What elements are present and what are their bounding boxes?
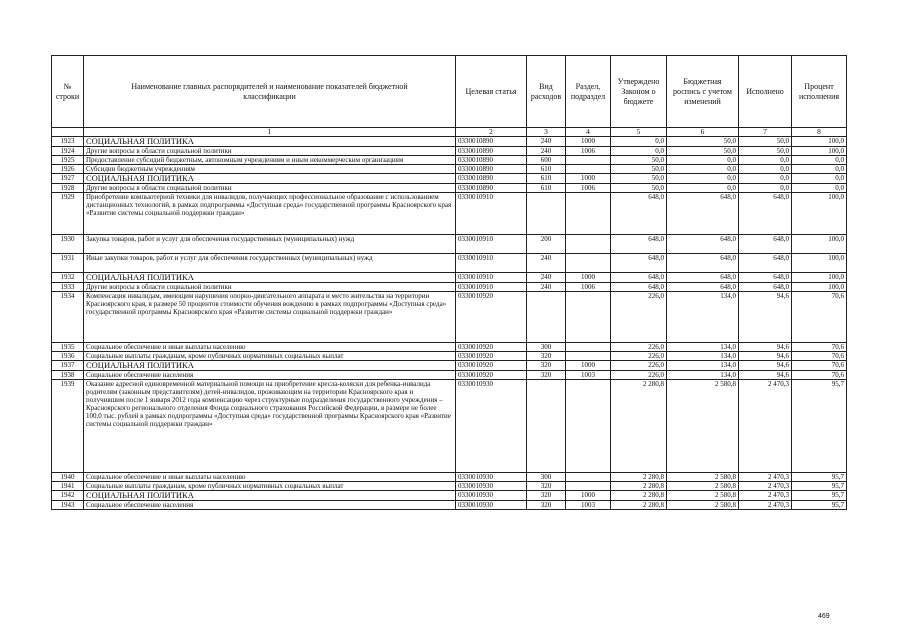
table-row [52, 137, 847, 147]
cell-executed: 50,0 [739, 137, 792, 147]
cell-percent: 0,0 [792, 184, 847, 193]
cell-approved: 50,0 [611, 165, 667, 174]
cell-name: Приобретение компьютерной техники для инвалидов, получающих профессиональное образование с использованием дистанционных технологий, в рамках подпрограммы «Доступная среда» государственной программы Красноярского края «Развитие системы социальной поддержки граждан» [84, 193, 456, 235]
cell-budget-list: 648,0 [667, 273, 739, 283]
cell-budget-list: 2 580,8 [667, 473, 739, 482]
cell-expense-kind: 320 [527, 352, 566, 361]
table-row [52, 361, 847, 371]
cell-section [566, 352, 611, 361]
cell-expense-kind: 610 [527, 184, 566, 193]
cell-budget-list: 0,0 [667, 165, 739, 174]
cell-row-number: 1932 [52, 273, 84, 283]
cell-approved: 2 280,8 [611, 491, 667, 501]
cell-percent: 100,0 [792, 235, 847, 254]
cell-approved: 226,0 [611, 371, 667, 380]
cell-expense-kind: 610 [527, 165, 566, 174]
cell-target-article: 0330010910 [456, 193, 527, 235]
cell-expense-kind: 320 [527, 491, 566, 501]
cell-approved: 50,0 [611, 174, 667, 184]
cell-row-number: 1937 [52, 361, 84, 371]
cell-percent: 95,7 [792, 380, 847, 473]
cell-row-number: 1928 [52, 184, 84, 193]
cell-target-article: 0330010890 [456, 156, 527, 165]
cell-name: Закупка товаров, работ и услуг для обеспечения государственных (муниципальных) нужд [84, 235, 456, 254]
cell-percent: 95,7 [792, 482, 847, 491]
cell-budget-list: 50,0 [667, 137, 739, 147]
cell-percent: 0,0 [792, 174, 847, 184]
cell-budget-list: 134,0 [667, 292, 739, 343]
cell-name: Социальное обеспечение и иные выплаты населению [84, 473, 456, 482]
table-row [52, 184, 847, 193]
cell-expense-kind: 300 [527, 473, 566, 482]
cell-budget-list: 134,0 [667, 361, 739, 371]
cell-executed: 0,0 [739, 156, 792, 165]
cell-row-number: 1941 [52, 482, 84, 491]
cell-percent: 100,0 [792, 273, 847, 283]
cell-row-number: 1933 [52, 283, 84, 292]
cell-row-number: 1938 [52, 371, 84, 380]
cell-row-number: 1925 [52, 156, 84, 165]
cell-row-number: 1936 [52, 352, 84, 361]
cell-approved: 2 280,8 [611, 501, 667, 510]
column-number-cell [52, 128, 84, 137]
budget-table-body [52, 137, 847, 510]
cell-target-article: 0330010910 [456, 283, 527, 292]
cell-budget-list: 0,0 [667, 174, 739, 184]
cell-section: 1006 [566, 184, 611, 193]
header-row [52, 56, 847, 128]
cell-name: Иные закупки товаров, работ и услуг для обеспечения государственных (муниципальных) нужд [84, 254, 456, 273]
cell-percent: 100,0 [792, 193, 847, 235]
cell-executed: 2 470,3 [739, 380, 792, 473]
cell-expense-kind: 300 [527, 343, 566, 352]
cell-approved: 2 280,8 [611, 473, 667, 482]
cell-percent: 100,0 [792, 147, 847, 156]
cell-budget-list: 50,0 [667, 147, 739, 156]
cell-percent: 70,6 [792, 292, 847, 343]
cell-executed: 2 470,3 [739, 473, 792, 482]
cell-name: Социальное обеспечение и иные выплаты населению [84, 343, 456, 352]
header-target: Целевая статья [456, 56, 527, 128]
table-row [52, 273, 847, 283]
cell-budget-list: 2 580,8 [667, 491, 739, 501]
cell-section: 1000 [566, 491, 611, 501]
cell-expense-kind: 240 [527, 137, 566, 147]
cell-percent: 95,7 [792, 491, 847, 501]
table-row [52, 371, 847, 380]
cell-budget-list: 0,0 [667, 184, 739, 193]
cell-section [566, 156, 611, 165]
cell-target-article: 0330010930 [456, 482, 527, 491]
table-row [52, 292, 847, 343]
cell-row-number: 1926 [52, 165, 84, 174]
cell-budget-list: 134,0 [667, 371, 739, 380]
column-number-cell: 3 [527, 128, 566, 137]
cell-expense-kind: 320 [527, 501, 566, 510]
cell-executed: 648,0 [739, 193, 792, 235]
table-row [52, 254, 847, 273]
cell-budget-list: 134,0 [667, 352, 739, 361]
cell-approved: 648,0 [611, 193, 667, 235]
cell-target-article: 0330010890 [456, 184, 527, 193]
cell-section: 1000 [566, 361, 611, 371]
column-number-cell: 2 [456, 128, 527, 137]
cell-percent: 0,0 [792, 165, 847, 174]
cell-executed: 94,6 [739, 292, 792, 343]
column-number-cell: 7 [739, 128, 792, 137]
cell-row-number: 1924 [52, 147, 84, 156]
cell-section: 1000 [566, 174, 611, 184]
cell-section: 1003 [566, 501, 611, 510]
cell-executed: 94,6 [739, 352, 792, 361]
cell-approved: 226,0 [611, 361, 667, 371]
cell-section [566, 380, 611, 473]
table-row [52, 174, 847, 184]
cell-target-article: 0330010910 [456, 273, 527, 283]
cell-row-number: 1942 [52, 491, 84, 501]
cell-target-article: 0330010930 [456, 473, 527, 482]
cell-section: 1000 [566, 137, 611, 147]
cell-percent: 70,6 [792, 352, 847, 361]
cell-expense-kind: 240 [527, 254, 566, 273]
cell-percent: 70,6 [792, 343, 847, 352]
page-number: 469 [818, 613, 830, 620]
table-row [52, 235, 847, 254]
cell-executed: 94,6 [739, 361, 792, 371]
cell-approved: 226,0 [611, 352, 667, 361]
cell-row-number: 1939 [52, 380, 84, 473]
cell-row-number: 1930 [52, 235, 84, 254]
cell-section [566, 473, 611, 482]
cell-name: СОЦИАЛЬНАЯ ПОЛИТИКА [84, 137, 456, 147]
cell-approved: 2 280,8 [611, 482, 667, 491]
table-row [52, 501, 847, 510]
cell-percent: 95,7 [792, 473, 847, 482]
cell-row-number: 1943 [52, 501, 84, 510]
cell-target-article: 0330010920 [456, 292, 527, 343]
table-row [52, 156, 847, 165]
cell-executed: 94,6 [739, 343, 792, 352]
header-executed: Исполнено [739, 56, 792, 128]
cell-row-number: 1923 [52, 137, 84, 147]
cell-approved: 0,0 [611, 137, 667, 147]
cell-expense-kind [527, 380, 566, 473]
cell-approved: 2 280,8 [611, 380, 667, 473]
cell-executed: 648,0 [739, 273, 792, 283]
cell-name: СОЦИАЛЬНАЯ ПОЛИТИКА [84, 273, 456, 283]
cell-section [566, 292, 611, 343]
cell-row-number: 1935 [52, 343, 84, 352]
cell-section [566, 235, 611, 254]
cell-name: Компенсация инвалидам, имеющим нарушения опорно-двигательного аппарата и место жительства на территории Красноярского края, в размере 50 процентов стоимости обучения вождению в рамках подпрограммы «Доступная среда» государственной программы Красноярского края «Развитие системы социальной поддержки граждан» [84, 292, 456, 343]
table-row [52, 343, 847, 352]
cell-name: СОЦИАЛЬНАЯ ПОЛИТИКА [84, 491, 456, 501]
cell-percent: 100,0 [792, 254, 847, 273]
cell-expense-kind: 320 [527, 482, 566, 491]
table-row [52, 147, 847, 156]
cell-approved: 648,0 [611, 273, 667, 283]
cell-row-number: 1927 [52, 174, 84, 184]
cell-row-number: 1934 [52, 292, 84, 343]
cell-approved: 648,0 [611, 254, 667, 273]
cell-approved: 226,0 [611, 343, 667, 352]
cell-section: 1000 [566, 273, 611, 283]
cell-expense-kind: 600 [527, 156, 566, 165]
cell-percent: 95,7 [792, 501, 847, 510]
cell-approved: 648,0 [611, 235, 667, 254]
table-row [52, 491, 847, 501]
cell-section [566, 482, 611, 491]
cell-executed: 2 470,3 [739, 491, 792, 501]
cell-percent: 100,0 [792, 137, 847, 147]
header-row-no: № строки [52, 56, 84, 128]
table-row [52, 283, 847, 292]
cell-expense-kind [527, 292, 566, 343]
cell-budget-list: 648,0 [667, 235, 739, 254]
cell-executed: 0,0 [739, 184, 792, 193]
cell-executed: 648,0 [739, 283, 792, 292]
cell-target-article: 0330010890 [456, 147, 527, 156]
column-number-cell: 6 [667, 128, 739, 137]
cell-budget-list: 134,0 [667, 343, 739, 352]
column-number-cell: 8 [792, 128, 847, 137]
cell-name: Социальное обеспечение населения [84, 501, 456, 510]
cell-section [566, 254, 611, 273]
cell-target-article: 0330010890 [456, 174, 527, 184]
cell-budget-list: 648,0 [667, 283, 739, 292]
cell-percent: 70,6 [792, 371, 847, 380]
cell-name: Оказание адресной единовременной материальной помощи на приобретение кресла-коляски для ребенка-инвалида родителям (законным представителям) детей-инвалидов, проживающим на территории Красноярского края и получившим после 1 января 2012 года компенсацию через структурные подразделения государственного учреждения – Красноярского регионального отделения Фонда социального страхования Российской Федерации, в размере не более 100,0 тыс. рублей в рамках подпрограммы «Доступная среда» государственной программы Красноярского края «Развитие системы социальной поддержки граждан» [84, 380, 456, 473]
cell-executed: 94,6 [739, 371, 792, 380]
header-percent: Процент исполнения [792, 56, 847, 128]
cell-section [566, 165, 611, 174]
cell-approved: 50,0 [611, 156, 667, 165]
cell-row-number: 1929 [52, 193, 84, 235]
cell-name: Социальные выплаты гражданам, кроме публичных нормативных социальных выплат [84, 482, 456, 491]
budget-report-sheet [51, 55, 847, 510]
table-row [52, 473, 847, 482]
cell-target-article: 0330010920 [456, 361, 527, 371]
cell-name: Социальные выплаты гражданам, кроме публичных нормативных социальных выплат [84, 352, 456, 361]
cell-name: Другие вопросы в области социальной политики [84, 283, 456, 292]
cell-executed: 648,0 [739, 254, 792, 273]
cell-percent: 70,6 [792, 361, 847, 371]
cell-budget-list: 0,0 [667, 156, 739, 165]
cell-approved: 0,0 [611, 147, 667, 156]
cell-approved: 50,0 [611, 184, 667, 193]
cell-target-article: 0330010890 [456, 165, 527, 174]
cell-section: 1003 [566, 371, 611, 380]
cell-budget-list: 2 580,8 [667, 501, 739, 510]
cell-section [566, 343, 611, 352]
cell-target-article: 0330010920 [456, 343, 527, 352]
cell-budget-list: 2 580,8 [667, 482, 739, 491]
cell-section [566, 193, 611, 235]
cell-section: 1006 [566, 283, 611, 292]
column-number-cell: 4 [566, 128, 611, 137]
header-section: Раздел, подраздел [566, 56, 611, 128]
cell-percent: 100,0 [792, 283, 847, 292]
cell-expense-kind: 320 [527, 361, 566, 371]
cell-expense-kind: 320 [527, 371, 566, 380]
cell-expense-kind: 610 [527, 174, 566, 184]
table-row [52, 193, 847, 235]
cell-target-article: 0330010910 [456, 235, 527, 254]
cell-approved: 648,0 [611, 283, 667, 292]
cell-section: 1006 [566, 147, 611, 156]
cell-target-article: 0330010930 [456, 501, 527, 510]
cell-target-article: 0330010920 [456, 371, 527, 380]
cell-executed: 50,0 [739, 147, 792, 156]
header-approved: Утверждено Законом о бюджете [611, 56, 667, 128]
cell-expense-kind: 200 [527, 235, 566, 254]
cell-executed: 2 470,3 [739, 482, 792, 491]
cell-budget-list: 648,0 [667, 254, 739, 273]
cell-name: Другие вопросы в области социальной политики [84, 147, 456, 156]
cell-target-article: 0330010910 [456, 254, 527, 273]
cell-name: Социальное обеспечение населения [84, 371, 456, 380]
cell-name: Предоставление субсидий бюджетным, автономным учреждениям и иным некоммерческим организациям [84, 156, 456, 165]
cell-target-article: 0330010930 [456, 380, 527, 473]
cell-row-number: 1931 [52, 254, 84, 273]
cell-name: СОЦИАЛЬНАЯ ПОЛИТИКА [84, 174, 456, 184]
column-number-cell: 1 [84, 128, 456, 137]
cell-approved: 226,0 [611, 292, 667, 343]
cell-percent: 0,0 [792, 156, 847, 165]
cell-name: Субсидии бюджетным учреждениям [84, 165, 456, 174]
cell-expense-kind: 240 [527, 273, 566, 283]
column-number-cell: 5 [611, 128, 667, 137]
cell-expense-kind: 240 [527, 283, 566, 292]
cell-executed: 0,0 [739, 165, 792, 174]
cell-expense-kind: 240 [527, 147, 566, 156]
budget-table [51, 55, 847, 510]
cell-target-article: 0330010890 [456, 137, 527, 147]
cell-executed: 648,0 [739, 235, 792, 254]
table-row [52, 380, 847, 473]
cell-budget-list: 2 580,8 [667, 380, 739, 473]
cell-name: СОЦИАЛЬНАЯ ПОЛИТИКА [84, 361, 456, 371]
cell-expense-kind [527, 193, 566, 235]
cell-budget-list: 648,0 [667, 193, 739, 235]
cell-target-article: 0330010920 [456, 352, 527, 361]
header-name: Наименование главных распорядителей и наименование показателей бюджетной классификации [84, 56, 456, 128]
cell-name: Другие вопросы в области социальной политики [84, 184, 456, 193]
cell-row-number: 1940 [52, 473, 84, 482]
cell-executed: 2 470,3 [739, 501, 792, 510]
cell-target-article: 0330010930 [456, 491, 527, 501]
header-budget-list: Бюджетная роспись с учетом изменений [667, 56, 739, 128]
cell-executed: 0,0 [739, 174, 792, 184]
header-kind: Вид расходов [527, 56, 566, 128]
